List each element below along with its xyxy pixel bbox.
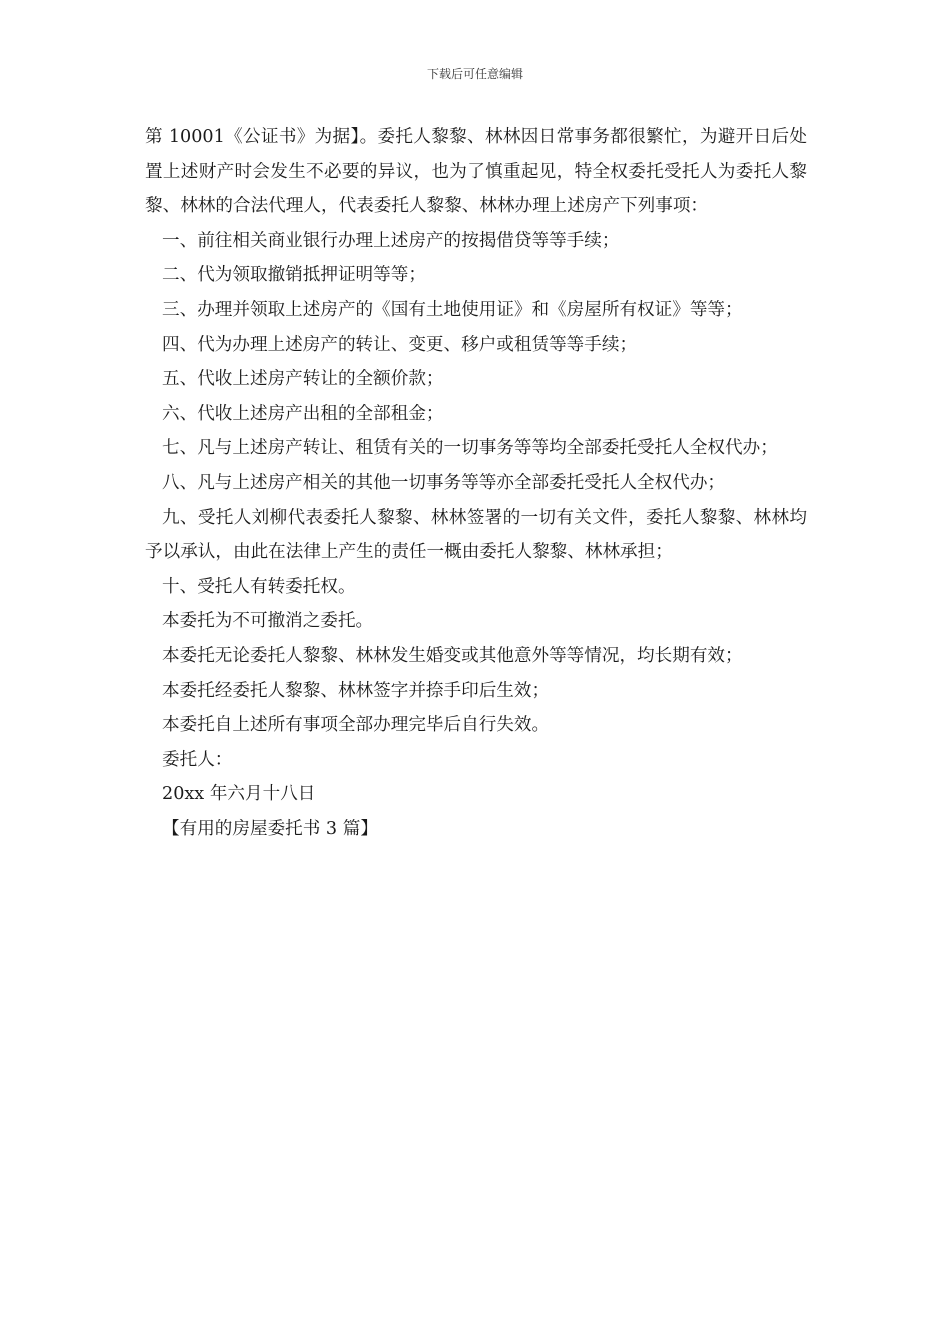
page-header-note: 下载后可任意编辑 (426, 67, 523, 81)
document-footer-title: 【有用的房屋委托书 3 篇】 (162, 818, 378, 839)
list-item-9: 九、受托人刘柳代表委托人黎黎、林林签署的一切有关文件，委托人黎黎、林林均予以承认，由此在法律上产生的责任一概由委托人黎黎、林林承担； (145, 507, 807, 563)
list-item-10: 十、受托人有转委托权。 (162, 576, 356, 597)
list-item-6: 六、代收上述房产出租的全部租金； (162, 403, 444, 424)
list-item-8: 八、凡与上述房产相关的其他一切事务等等亦全部委托受托人全权代办； (162, 472, 726, 493)
list-item-2: 二、代为领取撤销抵押证明等等； (162, 265, 426, 286)
document-date: 20xx 年六月十八日 (162, 784, 316, 805)
clause-expiry: 本委托自上述所有事项全部办理完毕后自行失效。 (162, 715, 550, 736)
list-item-1: 一、前往相关商业银行办理上述房产的按揭借贷等等手续； (162, 230, 620, 251)
clause-irrevocable: 本委托为不可撤消之委托。 (162, 611, 374, 632)
clause-effective: 本委托经委托人黎黎、林林签字并捺手印后生效； (162, 680, 550, 701)
list-item-7: 七、凡与上述房产转让、租赁有关的一切事务等等均全部委托受托人全权代办； (162, 438, 778, 459)
list-item-5: 五、代收上述房产转让的全额价款； (162, 369, 444, 390)
signature-label: 委托人： (162, 749, 233, 770)
document-body (145, 120, 807, 846)
list-item-3: 三、办理并领取上述房产的《国有土地使用证》和《房屋所有权证》等等； (162, 299, 743, 320)
clause-validity: 本委托无论委托人黎黎、林林发生婚变或其他意外等等情况，均长期有效； (162, 645, 743, 666)
paragraph-intro: 第 10001《公证书》为据】。委托人黎黎、林林因日常事务都很繁忙，为避开日后处置上述财产时会发生不必要的异议，也为了慎重起见，特全权委托受托人为委托人黎黎、林林的合法代理人，代表委托人黎黎、林林办理上述房产下列事项： (145, 127, 807, 217)
list-item-4: 四、代为办理上述房产的转让、变更、移户或租赁等等手续； (162, 334, 638, 355)
